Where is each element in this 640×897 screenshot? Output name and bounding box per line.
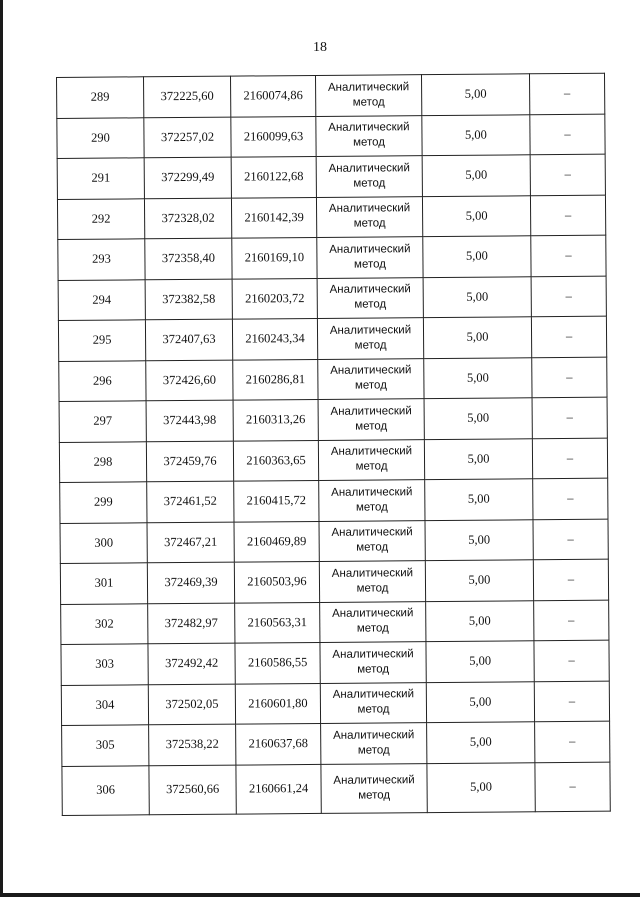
table-row	[62, 762, 610, 815]
coordinate-y-cell: 2160469,89	[234, 521, 319, 562]
note-cell: –	[533, 478, 608, 519]
coordinate-y-cell: 2160415,72	[234, 480, 319, 521]
accuracy-cell: 5,00	[424, 357, 532, 398]
note-cell: –	[534, 600, 609, 641]
point-number-cell: 289	[57, 77, 144, 118]
method-line-2: метод	[354, 379, 387, 392]
coordinate-y-cell: 2160503,96	[234, 561, 319, 602]
method-line-2: метод	[355, 501, 388, 514]
accuracy-cell: 5,00	[423, 236, 531, 277]
method-line-1: Аналитический	[330, 445, 413, 459]
point-number-cell: 293	[58, 239, 145, 280]
table-row	[57, 73, 605, 118]
note-cell: –	[535, 762, 610, 812]
point-number-cell: 305	[62, 725, 149, 766]
method-line-2: метод	[353, 258, 386, 271]
method-line-1: Аналитический	[329, 283, 411, 297]
method-line-1: Аналитический	[331, 485, 413, 499]
coordinate-y-cell: 2160286,81	[233, 359, 318, 400]
coordinate-y-cell: 2160142,39	[231, 197, 316, 238]
note-cell: –	[531, 235, 606, 276]
accuracy-cell: 5,00	[423, 276, 531, 317]
method-line-1: Аналитический	[333, 773, 415, 787]
point-number-cell: 301	[60, 563, 147, 604]
scan-border-bottom	[0, 893, 640, 897]
note-cell: –	[534, 681, 609, 722]
point-number-cell: 296	[59, 360, 146, 401]
note-cell: –	[530, 114, 605, 155]
method-line-1: Аналитический	[327, 80, 410, 94]
method-line-2: метод	[355, 460, 388, 473]
note-cell: –	[531, 276, 606, 317]
method-cell	[319, 480, 425, 521]
table-row	[58, 276, 606, 321]
point-number-cell: 298	[59, 441, 146, 482]
coordinate-y-cell: 2160563,31	[235, 602, 320, 643]
table-row	[60, 519, 608, 564]
accuracy-cell: 5,00	[424, 438, 532, 479]
method-cell	[320, 642, 426, 683]
coordinate-x-cell: 372492,42	[148, 643, 235, 684]
method-line-2: метод	[353, 177, 386, 190]
method-line-2: метод	[353, 136, 386, 149]
method-cell	[319, 520, 425, 561]
coordinate-y-cell: 2160074,86	[230, 75, 315, 116]
method-line-2: метод	[356, 622, 389, 635]
method-cell	[319, 561, 425, 602]
method-cell	[320, 601, 426, 642]
method-line-2: метод	[353, 217, 386, 230]
note-cell: –	[534, 640, 609, 681]
method-line-2: метод	[358, 788, 391, 802]
method-cell	[318, 399, 424, 440]
coordinate-x-cell: 372538,22	[149, 724, 236, 765]
method-line-1: Аналитический	[329, 323, 412, 337]
table-row	[57, 154, 605, 199]
note-cell: –	[533, 559, 608, 600]
coordinate-x-cell: 372225,60	[144, 76, 231, 117]
table-row	[59, 397, 607, 442]
coordinate-x-cell: 372382,58	[145, 279, 232, 320]
accuracy-cell: 5,00	[422, 114, 530, 155]
accuracy-cell: 5,00	[427, 762, 535, 812]
method-line-1: Аналитический	[329, 242, 411, 256]
table-row	[59, 357, 607, 402]
coordinates-table-container	[56, 73, 604, 816]
method-line-1: Аналитический	[332, 647, 414, 661]
page-number: 18	[313, 40, 327, 55]
accuracy-cell: 5,00	[426, 600, 534, 641]
table-row	[60, 559, 608, 604]
method-line-1: Аналитический	[328, 202, 411, 216]
method-line-2: метод	[356, 541, 389, 554]
coordinate-x-cell: 372469,39	[147, 562, 234, 603]
point-number-cell: 297	[59, 401, 146, 442]
coordinate-y-cell: 2160363,65	[233, 440, 318, 481]
note-cell: –	[532, 357, 607, 398]
point-number-cell: 295	[58, 320, 145, 361]
method-line-1: Аналитический	[332, 688, 415, 702]
note-cell: –	[532, 397, 607, 438]
coordinate-y-cell: 2160637,68	[236, 723, 321, 764]
coordinate-x-cell: 372443,98	[146, 400, 233, 441]
point-number-cell: 290	[57, 117, 144, 158]
accuracy-cell: 5,00	[424, 398, 532, 439]
table-row	[58, 316, 606, 361]
note-cell: –	[529, 73, 604, 114]
coordinate-y-cell: 2160586,55	[235, 642, 320, 683]
method-line-1: Аналитический	[332, 728, 415, 742]
method-cell	[321, 723, 427, 764]
accuracy-cell: 5,00	[425, 560, 533, 601]
point-number-cell: 291	[57, 158, 144, 199]
method-line-1: Аналитический	[328, 161, 410, 175]
coordinate-x-cell: 372358,40	[145, 238, 232, 279]
coordinate-y-cell: 2160203,72	[232, 278, 317, 319]
method-cell	[316, 156, 422, 197]
method-cell	[317, 277, 423, 318]
note-cell: –	[530, 154, 605, 195]
method-line-1: Аналитический	[330, 404, 412, 418]
table-row	[57, 114, 605, 159]
coordinate-y-cell: 2160601,80	[235, 683, 320, 724]
table-row	[61, 600, 609, 645]
coordinate-y-cell: 2160169,10	[232, 237, 317, 278]
method-line-2: метод	[356, 582, 389, 595]
scan-border-left	[0, 0, 3, 897]
point-number-cell: 303	[61, 644, 148, 685]
accuracy-cell: 5,00	[426, 681, 534, 722]
table-row	[59, 438, 607, 483]
coordinate-y-cell: 2160313,26	[233, 399, 318, 440]
method-line-1: Аналитический	[331, 526, 413, 540]
coordinates-table	[56, 73, 611, 816]
coordinate-y-cell: 2160099,63	[231, 116, 316, 157]
point-number-cell: 306	[62, 765, 149, 815]
note-cell: –	[531, 316, 606, 357]
note-cell: –	[533, 519, 608, 560]
method-cell	[321, 763, 427, 813]
coordinate-y-cell: 2160243,34	[232, 318, 317, 359]
note-cell: –	[532, 438, 607, 479]
table-row	[60, 478, 608, 523]
table-body	[57, 73, 611, 815]
method-line-2: метод	[357, 703, 390, 716]
accuracy-cell: 5,00	[426, 641, 534, 682]
coordinate-x-cell: 372328,02	[144, 198, 231, 239]
coordinate-x-cell: 372502,05	[148, 684, 235, 725]
table-row	[61, 681, 609, 726]
method-line-1: Аналитический	[328, 121, 410, 135]
method-line-2: метод	[354, 339, 387, 352]
accuracy-cell: 5,00	[425, 479, 533, 520]
coordinate-x-cell: 372467,21	[147, 522, 234, 563]
method-cell	[318, 358, 424, 399]
accuracy-cell: 5,00	[422, 155, 530, 196]
accuracy-cell: 5,00	[422, 195, 530, 236]
method-cell	[315, 75, 421, 116]
coordinate-x-cell: 372426,60	[146, 360, 233, 401]
note-cell: –	[535, 721, 610, 762]
method-line-1: Аналитический	[330, 364, 412, 378]
point-number-cell: 300	[60, 522, 147, 563]
method-line-2: метод	[354, 298, 387, 311]
method-cell	[318, 439, 424, 480]
point-number-cell: 294	[58, 279, 145, 320]
accuracy-cell: 5,00	[427, 722, 535, 763]
method-line-2: метод	[352, 96, 385, 109]
method-line-1: Аналитический	[331, 566, 414, 580]
coordinate-x-cell: 372461,52	[147, 481, 234, 522]
method-line-2: метод	[355, 420, 388, 433]
coordinate-x-cell: 372459,76	[146, 441, 233, 482]
table-row	[61, 640, 609, 685]
method-cell	[317, 237, 423, 278]
note-cell: –	[530, 195, 605, 236]
point-number-cell: 304	[61, 684, 148, 725]
coordinate-x-cell: 372560,66	[149, 765, 236, 815]
point-number-cell: 292	[57, 198, 144, 239]
method-cell	[316, 196, 422, 237]
method-line-2: метод	[357, 744, 390, 757]
table-row	[62, 721, 610, 766]
method-cell	[320, 682, 426, 723]
method-cell	[316, 115, 422, 156]
accuracy-cell: 5,00	[425, 519, 533, 560]
point-number-cell: 302	[61, 603, 148, 644]
coordinate-y-cell: 2160122,68	[231, 156, 316, 197]
method-cell	[317, 318, 423, 359]
method-line-1: Аналитический	[332, 607, 414, 621]
coordinate-x-cell: 372299,49	[144, 157, 231, 198]
method-line-2: метод	[357, 663, 390, 676]
table-row	[57, 195, 605, 240]
coordinate-x-cell: 372482,97	[148, 603, 235, 644]
table-row	[58, 235, 606, 280]
coordinate-x-cell: 372257,02	[144, 117, 231, 158]
coordinate-y-cell: 2160661,24	[236, 764, 321, 814]
coordinate-x-cell: 372407,63	[145, 319, 232, 360]
point-number-cell: 299	[60, 482, 147, 523]
accuracy-cell: 5,00	[421, 74, 529, 115]
accuracy-cell: 5,00	[423, 317, 531, 358]
